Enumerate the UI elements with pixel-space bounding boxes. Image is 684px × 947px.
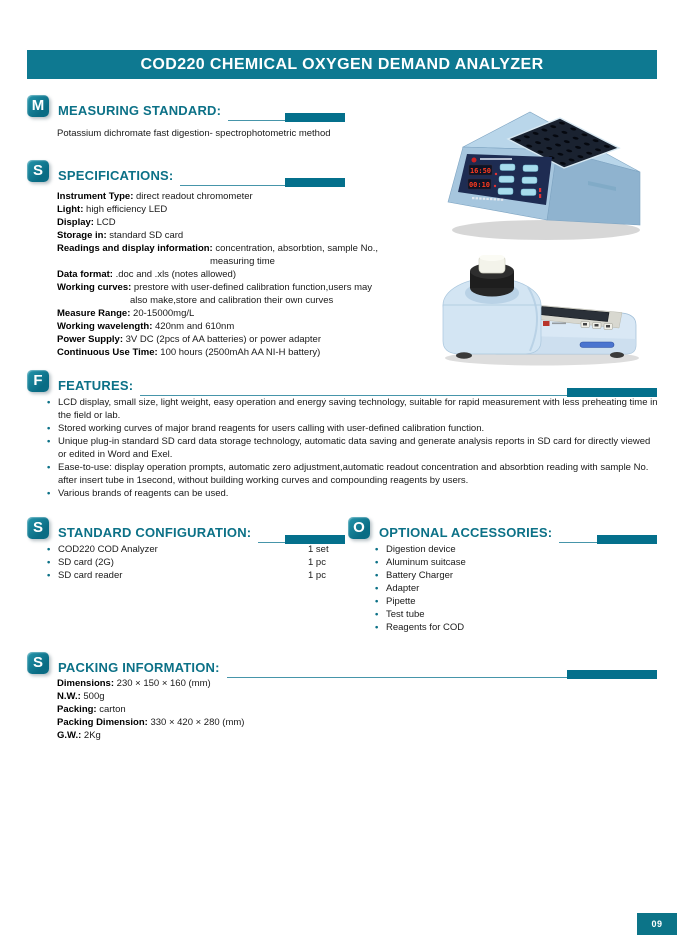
section-rule [180,173,345,186]
page-number: 09 [651,919,663,929]
page-title-bar [27,50,657,79]
feature-item: • Various brands of reagents can be used. [47,487,659,500]
letter-o-icon: O [348,517,370,539]
packing-row: G.W.: 2Kg [57,730,101,741]
spec-row: Continuous Use Time: 100 hours (2500mAh AA NI-H battery) [57,347,321,358]
section-head-standard-configuration [27,517,345,543]
svg-text:16:50: 16:50 [469,166,492,175]
section-rule [258,530,345,543]
page-number-badge [637,913,677,935]
spec-row: Working curves: prestore with user-defined calibration function,users may [57,282,373,293]
section-title: PACKING INFORMATION: [58,660,220,675]
section-head-optional-accessories [348,517,657,543]
feature-item: • Unique plug-in standard SD card data storage technology, automatic data saving and generate analysis reports in SD card for directly viewed or edited in Word and Exel. [47,435,659,461]
section-title: STANDARD CONFIGURATION: [58,525,252,540]
packing-block [57,677,457,742]
section-head-measuring-standard [27,95,345,121]
standard-configuration-list [47,543,346,582]
accessory-item: • Reagents for COD [375,621,625,634]
svg-text:00:10: 00:10 [468,180,491,189]
section-title: SPECIFICATIONS: [58,168,174,183]
letter-m-icon: M [27,95,49,117]
letter-s-icon: S [27,160,49,182]
spec-row: Light: high efficiency LED [57,204,168,215]
feature-item: • LCD display, small size, light weight, easy operation and energy saving technology, suitable for rapid measurement with less preheating time in the field or lab. [47,396,659,422]
section-rule-bar [567,670,657,679]
section-rule-bar [285,113,345,122]
spec-row: Display: LCD [57,217,116,228]
section-rule-bar [285,178,345,187]
section-title: MEASURING STANDARD: [58,103,222,118]
packing-row: Dimensions: 230 × 150 × 160 (mm) [57,678,211,689]
accessory-item: • Test tube [375,608,625,621]
section-title: OPTIONAL ACCESSORIES: [379,525,553,540]
accessory-item: • Pipette [375,595,625,608]
spec-row: Power Supply: 3V DC (2pcs of AA batteries) or power adapter [57,334,322,345]
config-item: • SD card (2G) 1 pc [47,556,346,569]
accessory-item: • Adapter [375,582,625,595]
measuring-standard-text: Potassium dichromate fast digestion- spectrophotometric method [57,128,331,139]
section-rule [559,530,657,543]
config-item: • COD220 COD Analyzer 1 set [47,543,346,556]
spec-row: Data format: .doc and .xls (notes allowed) [57,269,236,280]
spec-row: Measure Range: 20-15000mg/L [57,308,195,319]
packing-row: N.W.: 500g [57,691,105,702]
digestion-device-photo [438,108,660,256]
packing-row: Packing Dimension: 330 × 420 × 280 (mm) [57,717,245,728]
accessory-item: • Battery Charger [375,569,625,582]
analyzer-photo [432,255,658,370]
packing-row: Packing: carton [57,704,126,715]
feature-item: • Ease-to-use: display operation prompts, automatic zero adjustment,automatic readout concentration and absorbtion reading with sample No. after insert tube in 1second, without building working curves and compounding reagents by users. [47,461,659,487]
accessory-item: • Digestion device [375,543,625,556]
section-head-features [27,370,657,396]
section-head-specifications [27,160,345,186]
spec-row: Storage in: standard SD card [57,230,184,241]
section-title: FEATURES: [58,378,134,393]
spec-row: Instrument Type: direct readout chromometer [57,191,253,202]
specifications-block [57,190,452,359]
section-rule [140,383,657,396]
accessory-item: • Aluminum suitcase [375,556,625,569]
section-head-packing-information [27,652,657,678]
feature-item: • Stored working curves of major brand reagents for users calling with user-defined calibration function. [47,422,659,435]
letter-f-icon: F [27,370,49,392]
section-rule [228,108,345,121]
optional-accessories-list [375,543,625,634]
letter-s-icon: S [27,652,49,674]
spec-row: Readings and display information: concentration, absorbtion, sample No., [57,243,379,254]
spec-row: Working wavelength: 420nm and 610nm [57,321,235,332]
spec-row-continuation: measuring time [210,256,275,267]
letter-s-icon: S [27,517,49,539]
config-item: • SD card reader 1 pc [47,569,346,582]
page-title: COD220 CHEMICAL OXYGEN DEMAND ANALYZER [140,55,544,73]
spec-row-continuation: also make,store and calibration their own curves [130,295,334,306]
features-list [47,396,659,500]
